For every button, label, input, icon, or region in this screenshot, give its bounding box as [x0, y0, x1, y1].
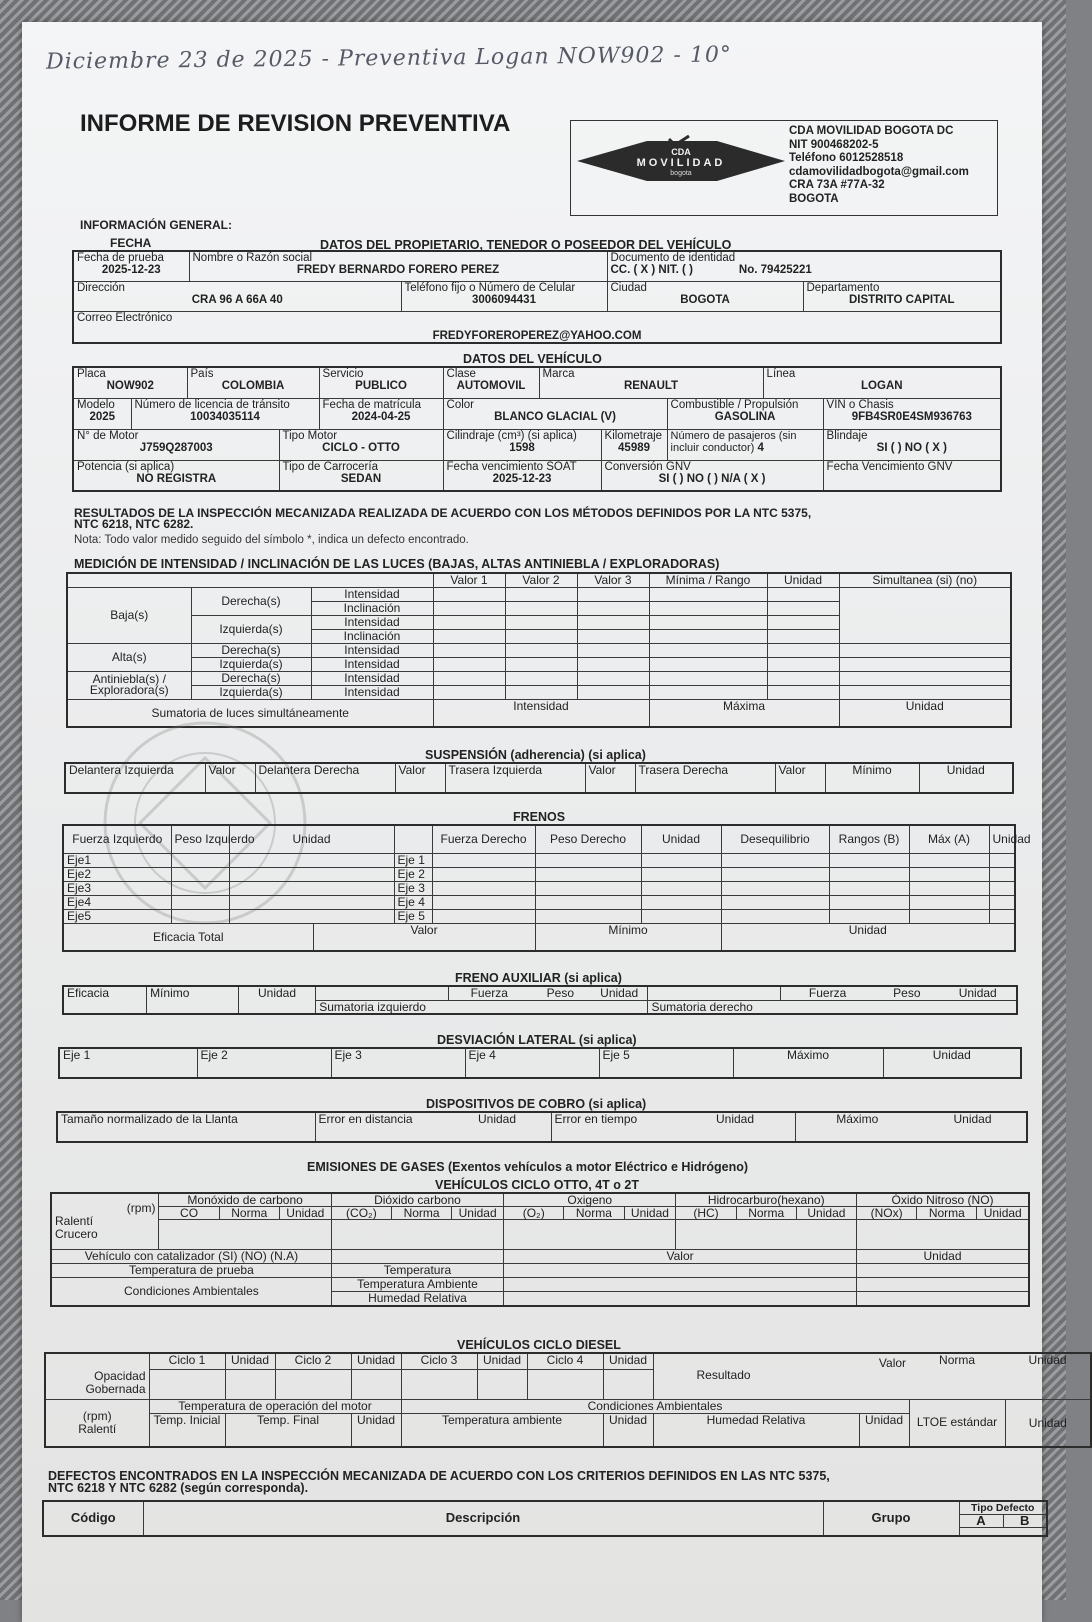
rpm-ralenti-cell: (rpm) Ralentí [45, 1399, 149, 1447]
suspension-col: Delantera Derecha [255, 763, 395, 793]
cobro-title: DISPOSITIVOS DE COBRO (si aplica) [426, 1097, 647, 1111]
fecha-prueba-value: 2025-12-23 [101, 264, 161, 276]
brakes-row: Eje1 Eje 1 [63, 853, 1015, 867]
direccion-value: CRA 96 A 66A 40 [191, 293, 283, 306]
lateral-col: Eje 2 [197, 1048, 331, 1078]
combustible-value: GASOLINA [714, 410, 776, 423]
defects-heading: DEFECTOS ENCONTRADOS EN LA INSPECCIÓN MECANIZADA DE ACUERDO CON LOS CRITERIOS DEFINIDOS EN LAS NTC 5375, NTC 6218 Y NTC 6282 (según corresponda). [48, 1469, 830, 1495]
results-heading: RESULTADOS DE LA INSPECCIÓN MECANIZADA REALIZADA DE ACUERDO CON LOS MÉTODOS DEFINIDOS POR LA NTC 5375, NTC 6218, NTC 6282. [74, 506, 812, 531]
clase-value: AUTOMOVIL [456, 380, 526, 392]
servicio-value: PUBLICO [355, 380, 407, 392]
brakes-row: Eje5 Eje 5 [63, 909, 1015, 923]
baja-derecha-label: Derecha(s) [191, 587, 311, 615]
brakes-row: Eje3 Eje 3 [63, 881, 1015, 895]
modelo-cell: Modelo 2025 [73, 398, 131, 429]
lights-header: Valor 1 [433, 573, 505, 587]
telefono-cell: Teléfono fijo o Número de Celular 3006094431 [401, 281, 607, 311]
diesel-cycle: Ciclo 2 [275, 1353, 351, 1369]
carroceria-cell: Tipo de Carrocería SEDAN [279, 460, 443, 491]
brakes-table: Fuerza Izquierdo Peso Izquierdo Unidad Fuerza Derecho Peso Derecho Unidad Desequilibrio Rangos (B) Máx (A) Unidad Eje1 Eje 1 Eje2 Eje 2 Eje3 Eje 3 Eje4 Eje 4 Eje5 Eje 5 Eficacia Total Valor Mínimo Unidad [62, 824, 1016, 952]
resultado-cell: Valor Resultado [653, 1353, 909, 1399]
nombre-value: FREDY BERNARDO FORERO PEREZ [296, 264, 500, 276]
lateral-title: DESVIACIÓN LATERAL (si aplica) [437, 1033, 637, 1047]
sum-izquierdo-label: Sumatoria izquierdo [316, 1000, 648, 1014]
general-info-label: INFORMACIÓN GENERAL: [80, 218, 232, 232]
suspension-title: SUSPENSIÓN (adherencia) (si aplica) [425, 748, 646, 762]
defects-table [42, 1500, 1048, 1537]
vin-cell: VIN o Chasis 9FB4SR0E4SM936763 [823, 398, 1001, 429]
lights-title: MEDICIÓN DE INTENSIDAD / INCLINACIÓN DE LAS LUCES (BAJAS, ALTAS ANTINIEBLA / EXPLORADORAS) [74, 557, 720, 571]
servicio-cell: Servicio PUBLICO [319, 367, 443, 398]
results-note: Nota: Todo valor medido seguido del símbolo *, indica un defecto encontrado. [74, 534, 469, 546]
gas-group: Oxigeno [504, 1193, 676, 1207]
otto-table: (rpm) Ralentí Crucero Monóxido de carbono Dióxido carbono Oxigeno Hidrocarburo(hexano) Óxido Nitroso (NO) CO Norma Unidad (CO₂) Norma Unidad (O₂) Norma Unidad (HC) Norma Unidad (NOx) Norma Unidad Vehículo con catalizador (SI) (NO) (N.A) Valor Unidad Temperatura de prueba Temperatura Condiciones Ambientales Temperatura Ambiente Humedad Relativa [50, 1192, 1030, 1307]
sum-derecho-label: Sumatoria derecho [648, 1000, 1017, 1014]
correo-value: FREDYFOREROPEREZ@YAHOO.COM [432, 329, 642, 342]
color-cell: Color BLANCO GLACIAL (V) [443, 398, 667, 429]
grupo-header: Grupo [823, 1501, 959, 1536]
kilometraje-cell: Kilometraje 45989 [601, 429, 667, 460]
brakes-header: Rangos (B) [829, 825, 909, 853]
baja-izquierda-label: Izquierda(s) [191, 615, 311, 643]
sumatoria-label: Sumatoria de luces simultáneamente [67, 699, 433, 727]
suspension-col: Delantera Izquierda [65, 763, 205, 793]
lateral-col: Máximo [733, 1048, 883, 1078]
tipo-motor-cell: Tipo Motor CICLO - OTTO [279, 429, 443, 460]
cda-nit: NIT 900468202-5 [789, 138, 879, 151]
documento-cell: Documento de identidad CC. ( X ) NIT. ( ) No. 79425221 [607, 251, 1001, 281]
suspension-col: Valor [395, 763, 445, 793]
cda-address: CRA 73A #77A-32 [789, 179, 885, 192]
brakes-header: Desequilibrio [721, 825, 829, 853]
cobro-col: Máximo [795, 1112, 919, 1142]
lateral-col: Eje 3 [331, 1048, 465, 1078]
combustible-cell: Combustible / Propulsión GASOLINA [667, 398, 823, 429]
lateral-col: Eje 1 [59, 1048, 197, 1078]
lights-header: Unidad [767, 573, 839, 587]
potencia-cell: Potencia (si aplica) NO REGISTRA [73, 460, 279, 491]
cilindraje-value: 1598 [509, 441, 535, 454]
soat-value: 2025-12-23 [492, 472, 552, 485]
diesel-cycle: Unidad [477, 1353, 527, 1369]
licencia-value: 10034035114 [190, 410, 260, 423]
gas-group: Óxido Nitroso (NO) [857, 1193, 1029, 1207]
diesel-cycle: Unidad [603, 1353, 653, 1369]
tipo-motor-value: CICLO - OTTO [322, 441, 400, 454]
lights-header: Mínima / Rango [649, 573, 767, 587]
codigo-header: Código [43, 1501, 143, 1536]
licencia-cell: Número de licencia de tránsito 10034035114 [131, 398, 319, 429]
documento-tipo: CC. ( X ) NIT. ( ) [610, 264, 693, 276]
cda-city: BOGOTA [789, 192, 839, 205]
logo-text-main: MOVILIDAD [636, 157, 726, 169]
suspension-col: Valor [585, 763, 635, 793]
vehicle-section-title: DATOS DEL VEHÍCULO [463, 352, 602, 366]
aux-brake-table: Eficacia Mínimo Unidad Fuerza Peso Unidad Fuerza Peso Unidad Sumatoria izquierdo Sumatoria derecho [62, 985, 1018, 1015]
diesel-table: Opacidad Gobernada Ciclo 1 Unidad Ciclo 2 Unidad Ciclo 3 Unidad Ciclo 4 Unidad Valor Resultado Norma Unidad (rpm) Ralentí Temperatura de operación del motor Condiciones Ambientales LTOE estándar Unidad Temp. Inicial Temp. Final Unidad Temperatura ambiente Unidad Humedad Relativa Unidad [44, 1352, 1092, 1448]
brakes-header: Unidad [989, 825, 1015, 853]
gnv-cell: Conversión GNV SI ( ) NO ( ) N/A ( X ) [601, 460, 823, 491]
placa-value: NOW902 [106, 380, 154, 392]
departamento-value: DISTRITO CAPITAL [848, 293, 955, 306]
eficacia-total-label: Eficacia Total [63, 923, 313, 951]
diesel-cycle: Ciclo 3 [401, 1353, 477, 1369]
emissions-title: EMISIONES DE GASES (Exentos vehículos a motor Eléctrico e Hidrógeno) [307, 1160, 749, 1174]
suspension-col: Mínimo [825, 763, 919, 793]
linea-cell: Línea LOGAN [763, 367, 1001, 398]
pais-value: COLOMBIA [221, 380, 285, 392]
blindaje-cell: Blindaje SI ( ) NO ( X ) [823, 429, 1001, 460]
baja-label: Baja(s) [67, 587, 191, 643]
lights-header: Valor 3 [577, 573, 649, 587]
tipo-a-header: A [959, 1515, 1003, 1528]
diesel-cycle: Ciclo 1 [149, 1353, 225, 1369]
nombre-cell: Nombre o Razón social FREDY BERNARDO FORERO PEREZ [189, 251, 607, 281]
telefono-value: 3006094431 [472, 293, 536, 306]
matricula-cell: Fecha de matrícula 2024-04-25 [319, 398, 443, 429]
brakes-header: Unidad [229, 825, 394, 853]
potencia-value: NO REGISTRA [136, 472, 217, 485]
brakes-header: Unidad [641, 825, 721, 853]
vehicle-table [72, 366, 1002, 492]
brakes-title: FRENOS [513, 810, 566, 824]
fecha-prueba-cell: Fecha de prueba 2025-12-23 [73, 251, 189, 281]
vin-value: 9FB4SR0E4SM936763 [851, 410, 972, 423]
antiniebla-label: Antiniebla(s) / Exploradora(s) [67, 671, 191, 699]
linea-value: LOGAN [861, 380, 903, 392]
kilometraje-value: 45989 [618, 441, 651, 454]
lateral-col: Eje 4 [465, 1048, 599, 1078]
lights-header: Valor 2 [505, 573, 577, 587]
alta-label: Alta(s) [67, 643, 191, 671]
tipo-b-header: B [1003, 1515, 1047, 1528]
cda-phone: Teléfono 6012528518 [789, 152, 904, 165]
suspension-col: Valor [775, 763, 825, 793]
matricula-value: 2024-04-25 [351, 410, 411, 423]
rpm-label-cell: (rpm) Ralentí Crucero [51, 1193, 159, 1250]
cobro-col: Error en distancia [315, 1112, 475, 1142]
suspension-col: Valor [205, 763, 255, 793]
suspension-table [64, 762, 1014, 794]
gas-group: Monóxido de carbono [159, 1193, 331, 1207]
documento-numero: 79425221 [760, 264, 812, 276]
temp-prueba-label: Temperatura de prueba [51, 1264, 331, 1278]
brakes-header: Fuerza Derecho [432, 825, 535, 853]
clase-cell: Clase AUTOMOVIL [443, 367, 539, 398]
direccion-cell: Dirección CRA 96 A 66A 40 [73, 281, 401, 311]
diesel-cycle: Ciclo 4 [527, 1353, 603, 1369]
diesel-cycle: Unidad [225, 1353, 275, 1369]
brakes-row: Eje2 Eje 2 [63, 867, 1015, 881]
cda-name: CDA MOVILIDAD BOGOTA DC [789, 125, 954, 137]
cilindraje-cell: Cilindraje (cm³) (si aplica) 1598 [443, 429, 601, 460]
brakes-header: Peso Derecho [535, 825, 641, 853]
pasajeros-value: 4 [757, 441, 764, 454]
lights-table: Valor 1 Valor 2 Valor 3 Mínima / Rango Unidad Simultanea (si) (no) Baja(s) Derecha(s) Intensidad Inclinación Izquierda(s) Intensidad Inclinación Alta(s) Derecha(s) Intensidad Izquierda(s) Intensidad Antiniebla(s) / Exploradora(s) Derecha(s) Intensidad Izquierda(s) Intensidad Sumatoria de luces simultáneamente Intensidad Máxima Unidad [66, 572, 1012, 728]
catalizador-label: Vehículo con catalizador (SI) (NO) (N.A) [51, 1250, 331, 1264]
cobro-col: Unidad [713, 1112, 795, 1142]
document-title: INFORME DE REVISION PREVENTIVA [80, 110, 511, 137]
cobro-table [56, 1111, 1028, 1143]
suspension-col: Unidad [919, 763, 1013, 793]
brakes-header: Peso Izquierdo [171, 825, 229, 853]
pais-cell: País COLOMBIA [187, 367, 319, 398]
soat-cell: Fecha vencimiento SOAT 2025-12-23 [443, 460, 601, 491]
color-value: BLANCO GLACIAL (V) [494, 410, 616, 423]
lights-header: Simultanea (si) (no) [839, 573, 1011, 587]
gnv-value: SI ( ) NO ( ) N/A ( X ) [658, 472, 766, 485]
brakes-row: Eje4 Eje 4 [63, 895, 1015, 909]
logo-text-bottom: bogota [670, 170, 692, 177]
suspension-col: Trasera Izquierda [445, 763, 585, 793]
cobro-col: Unidad [475, 1112, 551, 1142]
gnv-venc-cell: Fecha Vencimiento GNV [823, 460, 1001, 491]
condiciones-label: Condiciones Ambientales [51, 1278, 331, 1306]
brakes-header: Fuerza Izquierdo [63, 825, 171, 853]
logo-text-top: CDA [671, 147, 691, 157]
blindaje-value: SI ( ) NO ( X ) [876, 441, 947, 454]
aux-brake-title: FRENO AUXILIAR (si aplica) [455, 971, 622, 985]
gas-group: Hidrocarburo(hexano) [676, 1193, 857, 1207]
fecha-label: FECHA [110, 236, 152, 250]
cda-info [789, 125, 969, 207]
owner-section-title: DATOS DEL PROPIETARIO, TENEDOR O POSEEDOR DEL VEHÍCULO [320, 238, 732, 252]
ciudad-cell: Ciudad BOGOTA [607, 281, 803, 311]
cda-logo-icon [577, 135, 785, 183]
cda-header-box [570, 120, 998, 216]
descripcion-header: Descripción [143, 1501, 823, 1536]
motor-value: J759Q287003 [139, 441, 213, 454]
departamento-cell: Departamento DISTRITO CAPITAL [803, 281, 1001, 311]
lateral-col: Unidad [883, 1048, 1021, 1078]
cobro-col: Error en tiempo [551, 1112, 713, 1142]
marca-value: RENAULT [623, 380, 679, 392]
lateral-col: Eje 5 [599, 1048, 733, 1078]
lateral-table [58, 1047, 1022, 1079]
otto-title: VEHÍCULOS CICLO OTTO, 4T o 2T [435, 1178, 639, 1192]
diesel-cycle: Unidad [351, 1353, 401, 1369]
cda-email: cdamovilidadbogota@gmail.com [789, 165, 969, 178]
correo-cell: Correo Electrónico FREDYFOREROPEREZ@YAHOO.COM [73, 311, 1001, 343]
marca-cell: Marca RENAULT [539, 367, 763, 398]
modelo-value: 2025 [89, 410, 116, 423]
owner-table [72, 250, 1002, 344]
handwritten-note: Diciembre 23 de 2025 - Preventiva Logan NOW902 - 10° [45, 42, 733, 75]
motor-cell: N° de Motor J759Q287003 [73, 429, 279, 460]
carroceria-value: SEDAN [340, 472, 382, 485]
pasajeros-cell: Número de pasajeros (sin incluir conductor) 4 [667, 429, 823, 460]
diesel-title: VEHÍCULOS CICLO DIESEL [457, 1338, 621, 1352]
cobro-col: Tamaño normalizado de la Llanta [57, 1112, 315, 1142]
placa-cell: Placa NOW902 [73, 367, 187, 398]
cobro-col: Unidad [919, 1112, 1027, 1142]
opacidad-label: Opacidad Gobernada [45, 1353, 149, 1399]
brakes-header: Máx (A) [909, 825, 989, 853]
gas-group: Dióxido carbono [331, 1193, 503, 1207]
suspension-col: Trasera Derecha [635, 763, 775, 793]
ciudad-value: BOGOTA [680, 293, 730, 306]
tipo-defecto-header: Tipo Defecto [959, 1501, 1047, 1515]
